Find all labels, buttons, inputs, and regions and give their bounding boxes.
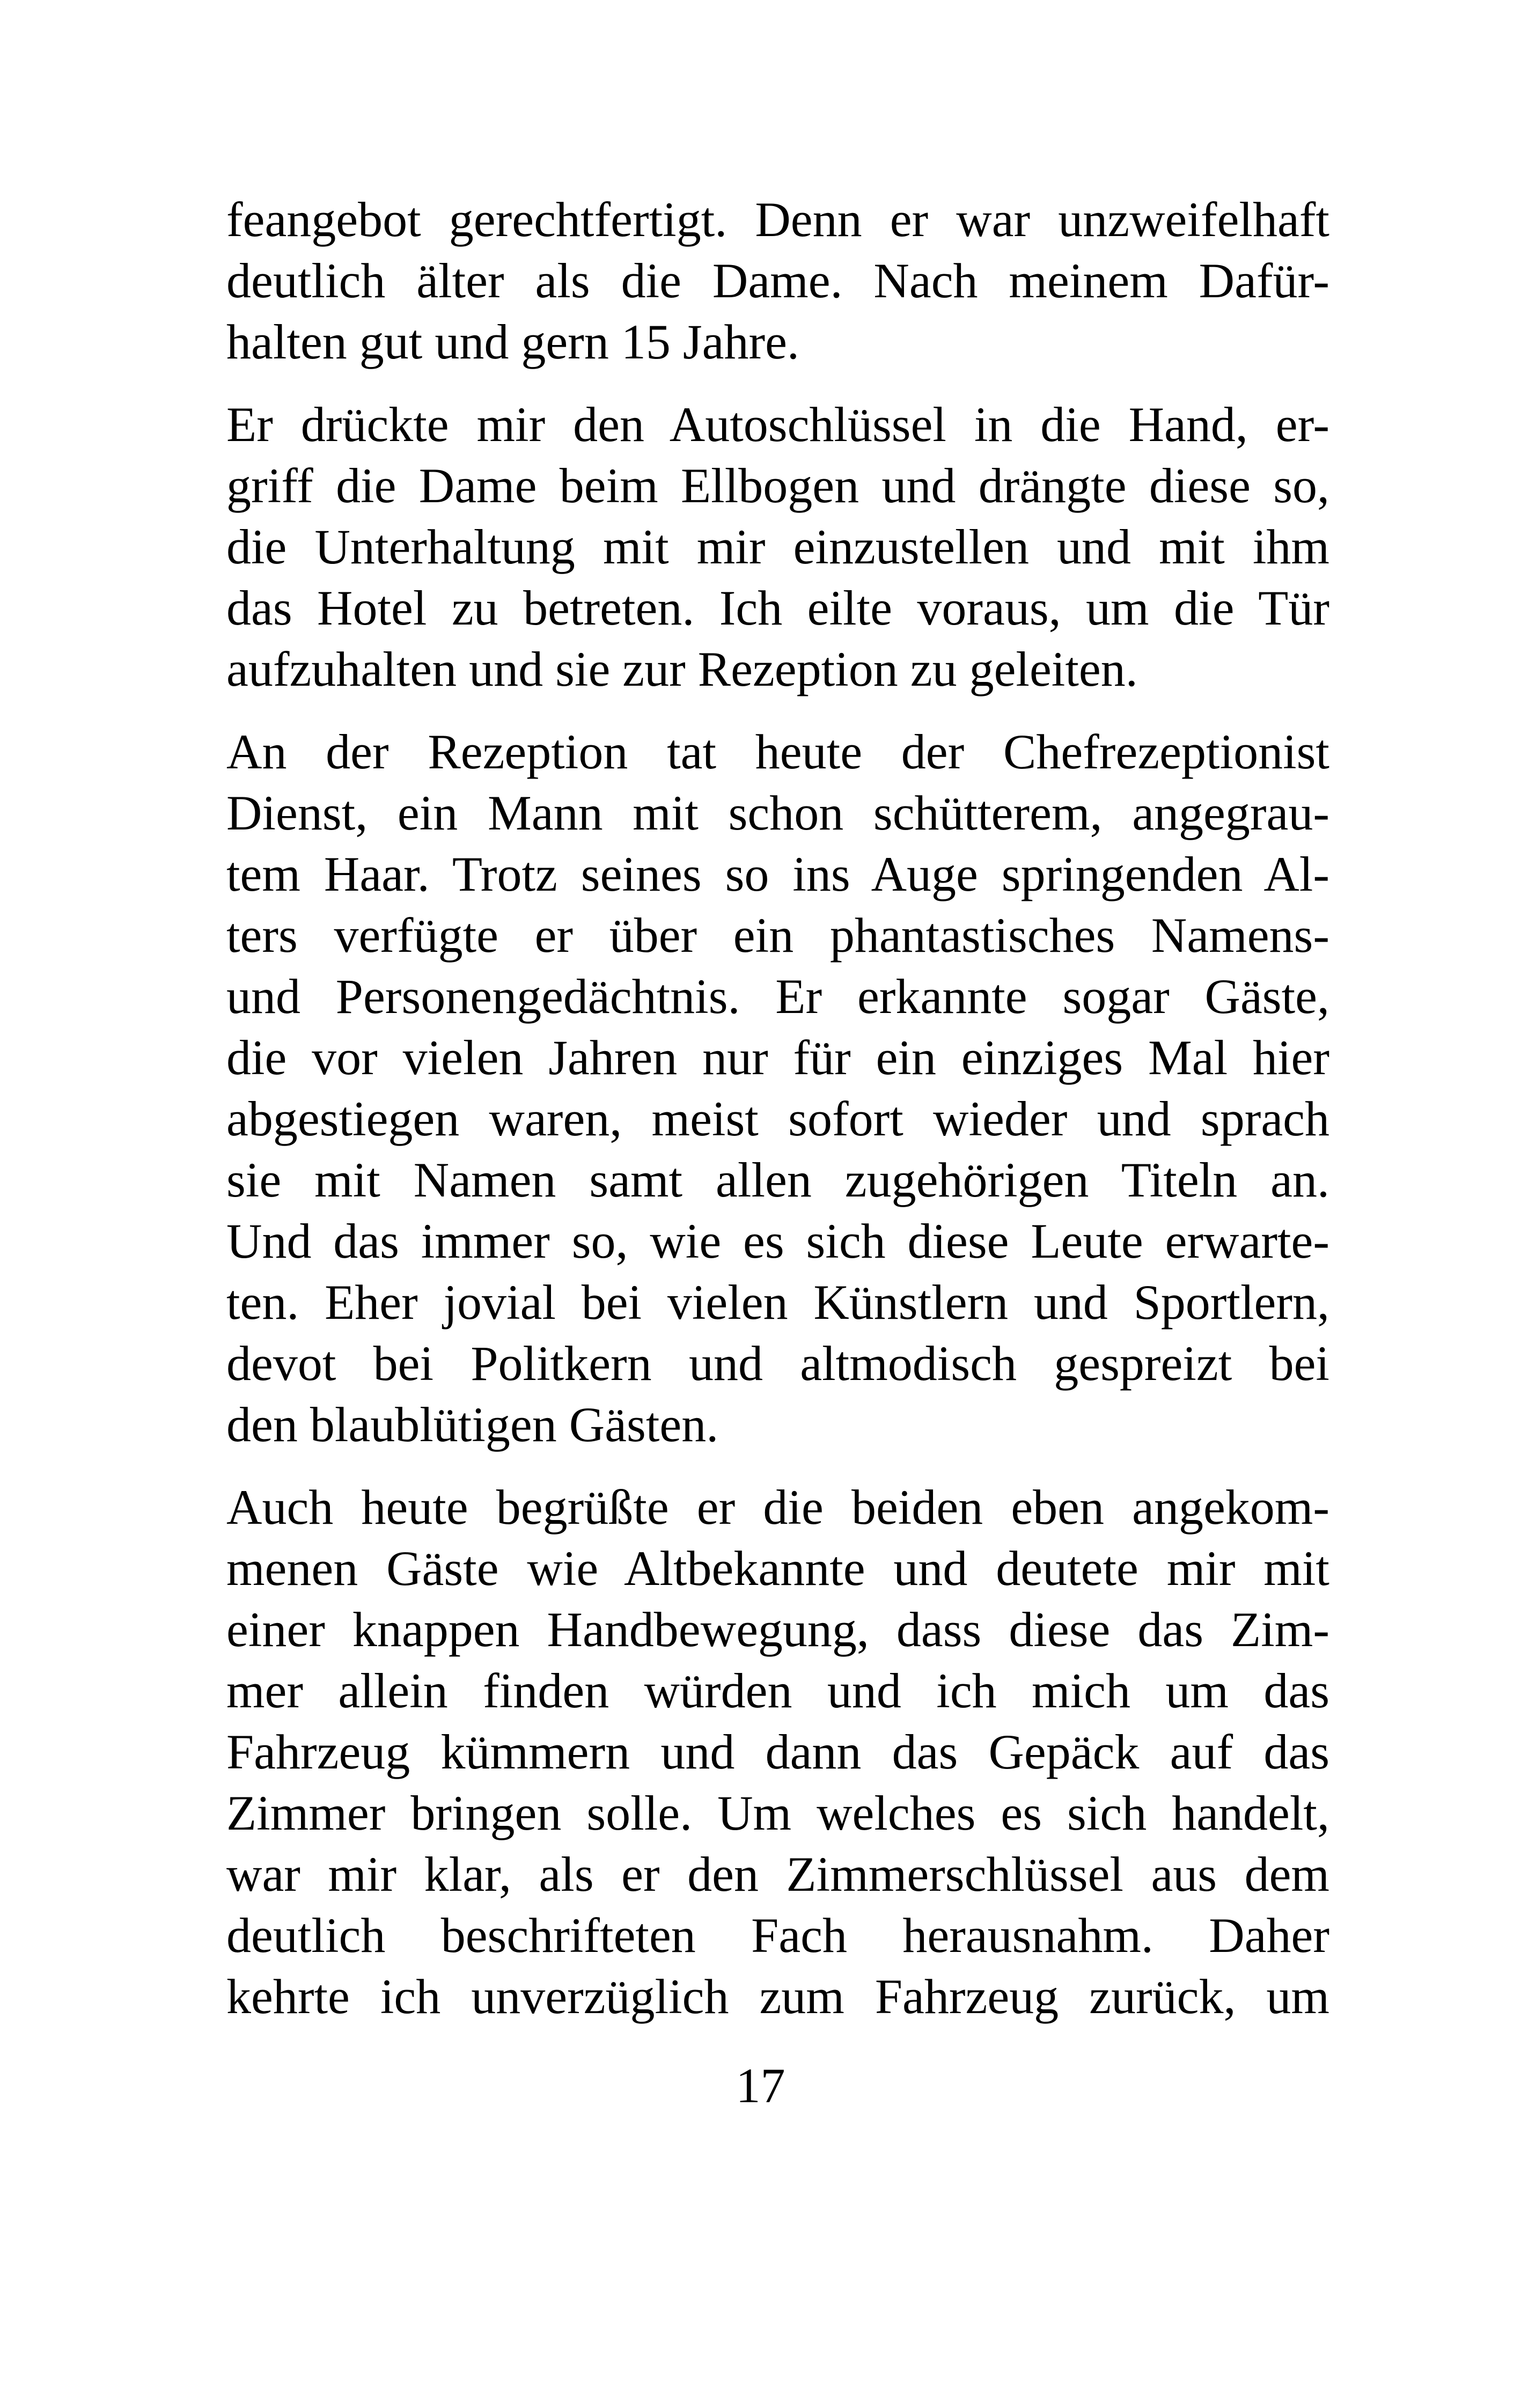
text-line: ten. Eher jovial bei vielen Künstlern und Sportlern, bbox=[226, 1275, 1329, 1330]
text-line: den blaublütigen Gästen. bbox=[226, 1397, 719, 1452]
text-line: Er drückte mir den Autoschlüssel in die Hand, er- bbox=[226, 397, 1329, 452]
text-line: aufzuhalten und sie zur Rezeption zu geleiten. bbox=[226, 642, 1138, 696]
text-line: devot bei Politkern und altmodisch gespreizt bei bbox=[226, 1336, 1329, 1391]
text-line: Auch heute begrüßte er die beiden eben angekom- bbox=[226, 1480, 1329, 1535]
text-line: griff die Dame beim Ellbogen und drängte diese so, bbox=[226, 458, 1329, 513]
text-line: das Hotel zu betreten. Ich eilte voraus, um die Tür bbox=[226, 581, 1329, 635]
page-number: 17 bbox=[736, 2058, 785, 2113]
paragraph-3 bbox=[226, 721, 1329, 1455]
text-line: halten gut und gern 15 Jahre. bbox=[226, 314, 799, 369]
text-line: Fahrzeug kümmern und dann das Gepäck auf das bbox=[226, 1724, 1329, 1779]
text-line: war mir klar, als er den Zimmerschlüssel aus dem bbox=[226, 1847, 1329, 1902]
text-line: einer knappen Handbewegung, dass diese das Zim- bbox=[226, 1602, 1329, 1657]
text-line: feangebot gerechtfertigt. Denn er war unzweifelhaft bbox=[226, 192, 1329, 247]
text-line: und Personengedächtnis. Er erkannte sogar Gäste, bbox=[226, 969, 1329, 1024]
text-line: abgestiegen waren, meist sofort wieder und sprach bbox=[226, 1091, 1329, 1146]
text-line: ters verfügte er über ein phantastisches Namens- bbox=[226, 908, 1329, 963]
text-line: An der Rezeption tat heute der Chefrezeptionist bbox=[226, 724, 1329, 779]
text-line: mer allein finden würden und ich mich um das bbox=[226, 1663, 1329, 1718]
text-line: deutlich älter als die Dame. Nach meinem Dafür- bbox=[226, 253, 1329, 308]
text-line: sie mit Namen samt allen zugehörigen Titeln an. bbox=[226, 1152, 1329, 1207]
text-line: kehrte ich unverzüglich zum Fahrzeug zurück, um bbox=[226, 1969, 1329, 2024]
text-line: Dienst, ein Mann mit schon schütterem, angegrau- bbox=[226, 785, 1329, 840]
text-line: deutlich beschrifteten Fach herausnahm. Daher bbox=[226, 1908, 1329, 1963]
text-line: tem Haar. Trotz seines so ins Auge springenden Al- bbox=[226, 847, 1329, 901]
text-line: die Unterhaltung mit mir einzustellen und mit ihm bbox=[226, 519, 1329, 574]
text-line: Und das immer so, wie es sich diese Leute erwarte- bbox=[226, 1214, 1329, 1268]
book-page-text bbox=[226, 189, 1329, 2049]
text-line: die vor vielen Jahren nur für ein einziges Mal hier bbox=[226, 1030, 1329, 1085]
paragraph-1 bbox=[226, 189, 1329, 372]
paragraph-4 bbox=[226, 1477, 1329, 2027]
paragraph-2 bbox=[226, 394, 1329, 700]
text-line: Zimmer bringen solle. Um welches es sich handelt, bbox=[226, 1786, 1329, 1840]
text-line: menen Gäste wie Altbekannte und deutete mir mit bbox=[226, 1541, 1329, 1596]
